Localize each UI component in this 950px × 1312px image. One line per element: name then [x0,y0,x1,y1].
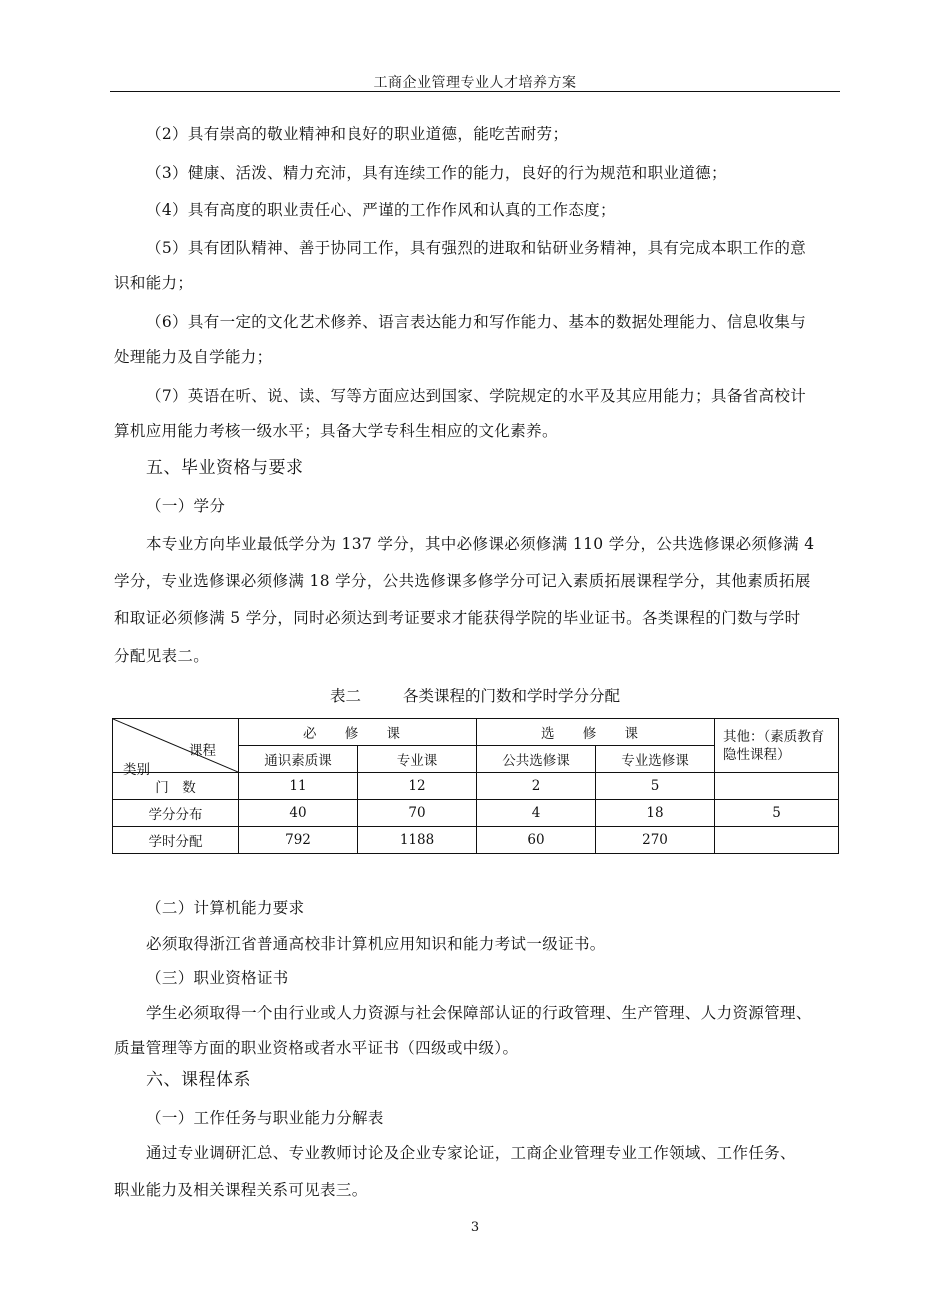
table-cell [715,827,839,854]
subheading-task-breakdown: （一）工作任务与职业能力分解表 [146,1109,384,1127]
table-caption-number: 表二 [329,687,361,705]
subheading-certificate: （三）职业资格证书 [146,969,289,987]
page-number: 3 [470,1220,480,1235]
paragraph-item5-line1: （5）具有团队精神、善于协同工作，具有强烈的进取和钻研业务精神，具有完成本职工作的意 [146,239,807,257]
table-cell: 11 [239,773,358,800]
row-label: 门 数 [113,773,239,800]
course-allocation-table [112,718,839,854]
row-label: 学分分布 [113,800,239,827]
paragraph-tasks-line2: 职业能力及相关课程关系可见表三。 [114,1181,368,1199]
table-cell: 792 [239,827,358,854]
table-caption [0,684,950,706]
running-header: 工商企业管理专业人才培养方案 [373,75,577,91]
table-cell: 2 [477,773,596,800]
paragraph-item3: （3）健康、活泼、精力充沛，具有连续工作的能力，良好的行为规范和职业道德； [146,164,727,182]
table-cell: 5 [596,773,715,800]
paragraph-tasks-line1: 通过专业调研汇总、专业教师讨论及企业专家论证，工商企业管理专业工作领域、工作任务、 [146,1144,796,1162]
paragraph-item6-line2: 处理能力及自学能力； [114,348,273,366]
paragraph-item7-line1: （7）英语在听、说、读、写等方面应达到国家、学院规定的水平及其应用能力；具备省高校计 [146,387,807,405]
paragraph-certificate-line1: 学生必须取得一个由行业或人力资源与社会保障部认证的行政管理、生产管理、人力资源管理、 [146,1004,812,1022]
header-public-elective: 公共选修课 [477,746,596,773]
table-row [113,773,839,800]
table-cell: 70 [358,800,477,827]
table-row [113,800,839,827]
paragraph-credits-line1: 本专业方向毕业最低学分为 137 学分，其中必修课必须修满 110 学分，公共选修课必须修满 4 [146,535,815,553]
header-other: 其他：（素质教育隐性课程） [715,719,839,773]
table-cell: 60 [477,827,596,854]
header-elective-group: 选 修 课 [477,719,715,746]
corner-label-course: 课程 [189,743,216,759]
header-rule [110,91,840,92]
subheading-computer: （二）计算机能力要求 [146,899,305,917]
section-heading-6: 六、课程体系 [146,1070,251,1090]
paragraph-item2: （2）具有崇高的敬业精神和良好的职业道德，能吃苦耐劳； [146,125,569,143]
row-label: 学时分配 [113,827,239,854]
subheading-credits: （一）学分 [146,497,226,515]
header-major-elective: 专业选修课 [596,746,715,773]
table-cell: 40 [239,800,358,827]
table-cell: 270 [596,827,715,854]
paragraph-item5-line2: 识和能力； [114,274,194,292]
paragraph-certificate-line2: 质量管理等方面的职业资格或者水平证书（四级或中级）。 [114,1039,519,1057]
table-caption-title: 各类课程的门数和学时学分分配 [403,687,621,705]
paragraph-credits-line4: 分配见表二。 [114,647,210,665]
table-cell: 1188 [358,827,477,854]
table-cell: 4 [477,800,596,827]
table-cell [715,773,839,800]
table-cell: 12 [358,773,477,800]
table-cell: 5 [715,800,839,827]
paragraph-item4: （4）具有高度的职业责任心、严谨的工作作风和认真的工作态度； [146,201,616,219]
section-heading-5: 五、毕业资格与要求 [146,458,304,478]
table-cell: 18 [596,800,715,827]
table-corner-cell [113,719,239,778]
corner-label-category: 类别 [123,762,150,778]
header-required-group: 必 修 课 [239,719,477,746]
paragraph-item6-line1: （6）具有一定的文化艺术修养、语言表达能力和写作能力、基本的数据处理能力、信息收集与 [146,313,807,331]
paragraph-item7-line2: 算机应用能力考核一级水平；具备大学专科生相应的文化素养。 [114,422,558,440]
paragraph-credits-line2: 学分，专业选修课必须修满 18 学分，公共选修课多修学分可记入素质拓展课程学分，其他素质拓展 [114,572,811,590]
table-row [113,827,839,854]
paragraph-computer: 必须取得浙江省普通高校非计算机应用知识和能力考试一级证书。 [146,935,606,953]
header-general-course: 通识素质课 [239,746,358,773]
paragraph-credits-line3: 和取证必须修满 5 学分，同时必须达到考证要求才能获得学院的毕业证书。各类课程的门数与学时 [114,609,801,627]
header-major-course: 专业课 [358,746,477,773]
